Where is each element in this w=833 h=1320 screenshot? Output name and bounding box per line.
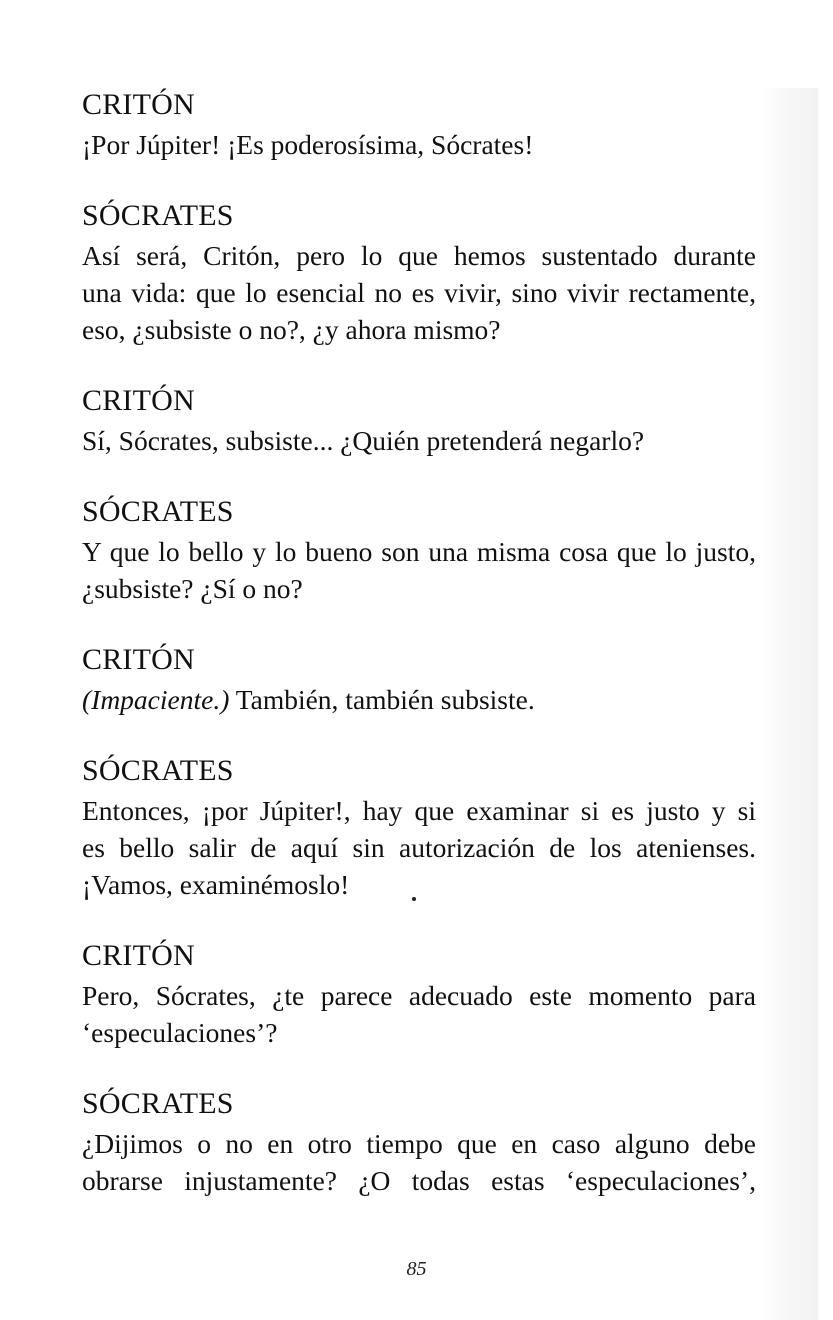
dialogue-line	[82, 792, 756, 903]
page-edge-shadow	[762, 88, 818, 1320]
text-line: obrarse injustamente? ¿O todas estas ‘especulaciones’,	[82, 1165, 756, 1196]
dialogue-entry	[82, 197, 756, 348]
text-line: Y que lo bello y lo bueno son una misma cosa que lo justo,	[82, 536, 756, 567]
speaker-name: SÓCRATES	[82, 199, 234, 232]
dialogue-line	[82, 681, 756, 718]
dialogue-entry	[82, 1085, 756, 1199]
dialogue-entry	[82, 86, 756, 163]
text-line: Así será, Critón, pero lo que hemos sustentado durante	[82, 240, 756, 271]
dialogue-line	[82, 1125, 756, 1199]
dialogue-entry	[82, 382, 756, 459]
dialogue-line	[82, 126, 756, 163]
text-line: Pero, Sócrates, ¿te parece adecuado este momento para	[82, 980, 756, 1011]
dialogue-text	[82, 86, 756, 1199]
text-line: una vida: que lo esencial no es vivir, sino vivir rectamente,	[82, 277, 756, 308]
text-line: eso, ¿subsiste o no?, ¿y ahora mismo?	[82, 314, 501, 345]
dialogue-line	[82, 237, 756, 348]
dialogue-line	[82, 533, 756, 607]
stage-direction: (Impaciente.)	[82, 684, 230, 715]
speaker-name: SÓCRATES	[82, 495, 234, 528]
speaker-name: CRITÓN	[82, 939, 195, 972]
dialogue-entry	[82, 493, 756, 607]
dialogue-entry	[82, 937, 756, 1051]
text-line-content: También, también subsiste.	[229, 684, 535, 715]
speaker-name: CRITÓN	[82, 643, 195, 676]
text-line: ¡Por Júpiter! ¡Es poderosísima, Sócrates!	[82, 129, 534, 160]
text-line: ¿subsiste? ¿Sí o no?	[82, 573, 303, 604]
page-number: 85	[406, 1258, 427, 1280]
dialogue-entry	[82, 752, 756, 903]
text-line: Entonces, ¡por Júpiter!, hay que examinar si es justo y si	[82, 795, 756, 826]
speaker-name: CRITÓN	[82, 88, 195, 121]
ink-speck	[412, 897, 416, 901]
dialogue-entry	[82, 641, 756, 718]
text-line	[82, 681, 756, 718]
text-line: ¿Dijimos o no en otro tiempo que en caso alguno debe	[82, 1128, 756, 1159]
dialogue-line	[82, 977, 756, 1051]
dialogue-line	[82, 422, 756, 459]
speaker-name: SÓCRATES	[82, 1087, 234, 1120]
speaker-name: SÓCRATES	[82, 754, 234, 787]
text-line: Sí, Sócrates, subsiste... ¿Quién pretenderá negarlo?	[82, 425, 645, 456]
text-line: ¡Vamos, examinémoslo!	[82, 869, 350, 900]
text-line: es bello salir de aquí sin autorización de los atenienses.	[82, 832, 756, 863]
text-line: ‘especulaciones’?	[82, 1017, 278, 1048]
speaker-name: CRITÓN	[82, 384, 195, 417]
